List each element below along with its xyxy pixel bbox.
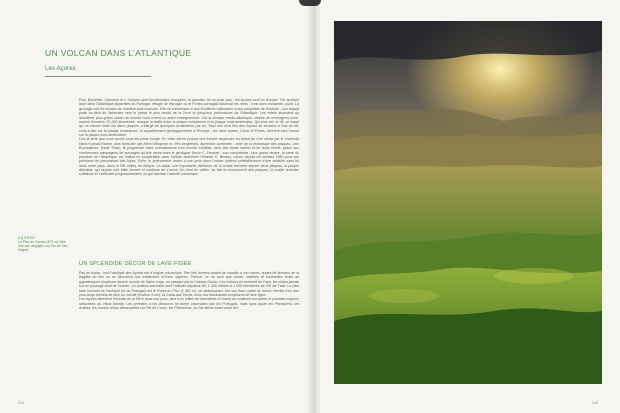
chapter-heading: UN VOLCAN DANS L’ATLANTIQUE: [45, 48, 192, 58]
section-body-text: [79, 271, 299, 310]
section-paragraph: Pas de doute : tout l’archipel des Açores est d’origine volcanique. Ses îles forment autant de massifs à ciel ouvert, autant de témoins de la fragilité du lieu où se déroulent nos existences d’Homo sapiens. Partout, ce ne sont que cônes, cratères et fumerolles, fruits de gigantesques éruptions dans le monde de Saint-Jorge, en passant par le Cabeço Gordo. Les volcans en sommeil de Faial, les cônes jamais sur un paysage sorti de l’océan. Un plateau sommital dont l’altitude dépasse les 1 000 mètres à 1 000 kilomètres de l’île de Faial. Le plus haut sommet de l’archipel (et du Portugal) est le Ponta do Pico (2 351 m), un stratovolcan. Sur son flanc ouest se trouve l’ermite d’un des plus longs tunnels de lave au monde (environ 5 km), la Gruta das Torres, avec ses fascinantes sculptures de lave figée.: [79, 271, 299, 297]
section-paragraph: Les Açores dévoilent l’histoire de la Terre sous nos yeux, plus d’un millier de kilomètres à l’ouest du continent européen et pourtant toujours rattachées au Vieux Monde. Les premiers à les découvrir ne furent cependant pas les Portugais, mais sans doute les Phéniciens, les Arabes, les marins venus découvertes sur l’île de Corvo, les Phéniciens, au IVe siècle avant notre ère.: [79, 297, 299, 310]
body-paragraph: Pour Bruxelles, Lisbonne et « l’empire quel fonctionnaire européen, la question ne se pose pas : les Açores sont en Europe. Cet archipel isolé dans l’Atlantique appartient au Portugal, réfugié de l’époque où le Portes portugais sillonnait les mers ; il est donc européen, point. La géologie voit les choses de manière plus nuancée. Elle ne s’intéresse ni aux frontières nationales ni aux péripéties de l’histoire ; son regard porte au-delà de l’arbitraire vers le passé le plus reculé de la Terre et jusqu’aux profondeurs de l’Atlantique. Les reliefs abyssaux du deuxième plus grand océan du monde nous livrent un autre enseignement. Car la dorsale médio-atlantique, chaîne de montagnes sous-marine d’environ 20 000 kilomètres, marque la limite entre la plaque eurasienne et la plaque nord-américaine. Qui plus est, le rift, ce fossé qu’ se creuse entre les deux plaques, s’élargit de quelques centimètres par an. Sept des neuf îles des Açores se trouvent à l’est du rift, c’est-à-dire sur la plaque eurasienne, et appartiennent géologiquement à l’Europe ; les deux autres, Corvo et Flores, dérivent vers l’ouest sur la plaque nord-américaine.: [79, 98, 299, 137]
page-number-left: 214: [18, 401, 24, 405]
heading-divider: [45, 76, 151, 77]
chapter-subheading: Les Açores: [45, 65, 76, 72]
page-number-right: 215: [592, 401, 598, 405]
book-gutter: [307, 0, 321, 413]
section-title: UN SPLENDIDE DÉCOR DE LAVE FIGÉE: [79, 261, 192, 267]
landscape-illustration: [334, 21, 602, 384]
body-paragraph: Ous la terre que nous avons sous les pieds bouge. En cette dérive prouve une théorie esquissée au début du XXe siècle par le Zurichois Hans Konrad Escher, puis formulée par Alfred Wegener et, très longtemps, âprement contestée : celle de la tectonique des plaques. Une Écossaimée, Marie Tharp, fit progresser notre connaissance d’un monde invisible, celui des fonds marins et de leurs reliefs, grâce aux nombreuses campagnes de sondages qu’elle mena avec le géologue Bruce C. Heezen ; son compatriote. Leur grand œuvre, la carte du plancher de l’Atlantique, fut réalisé en coopération avec l’artiste autrichien Heinrich C. Berann, connu depuis les années 1930 pour ses peintures de panoramas des Alpes. Enfin, le phénomène caché à nos yeux dans l’océan (obtenu préalablement d’une visibilité sans fin dans notre pays, dans le Rift Valley, en Afrique. Là aussi, une importante déchirure de la croûte terrestre sépare deux plaques, la plaque africaine, qui sépare une faille formée et continue de s’ouvrir. En fond de vallée, du fait du mouvement des plaques, la croûte terrestre s’affaisse et s’effondre progressivement, ce qui favorise l’activité volcanique.: [79, 137, 299, 177]
caption-text: La Pico de Cavalo (872 m) offre une vue dégagée sur l’île de São Miguel.: [18, 240, 68, 253]
landscape-photo: [334, 21, 602, 384]
body-text: [79, 98, 299, 177]
caption-title: AÇORES: [18, 236, 35, 240]
photo-caption: [18, 236, 70, 252]
